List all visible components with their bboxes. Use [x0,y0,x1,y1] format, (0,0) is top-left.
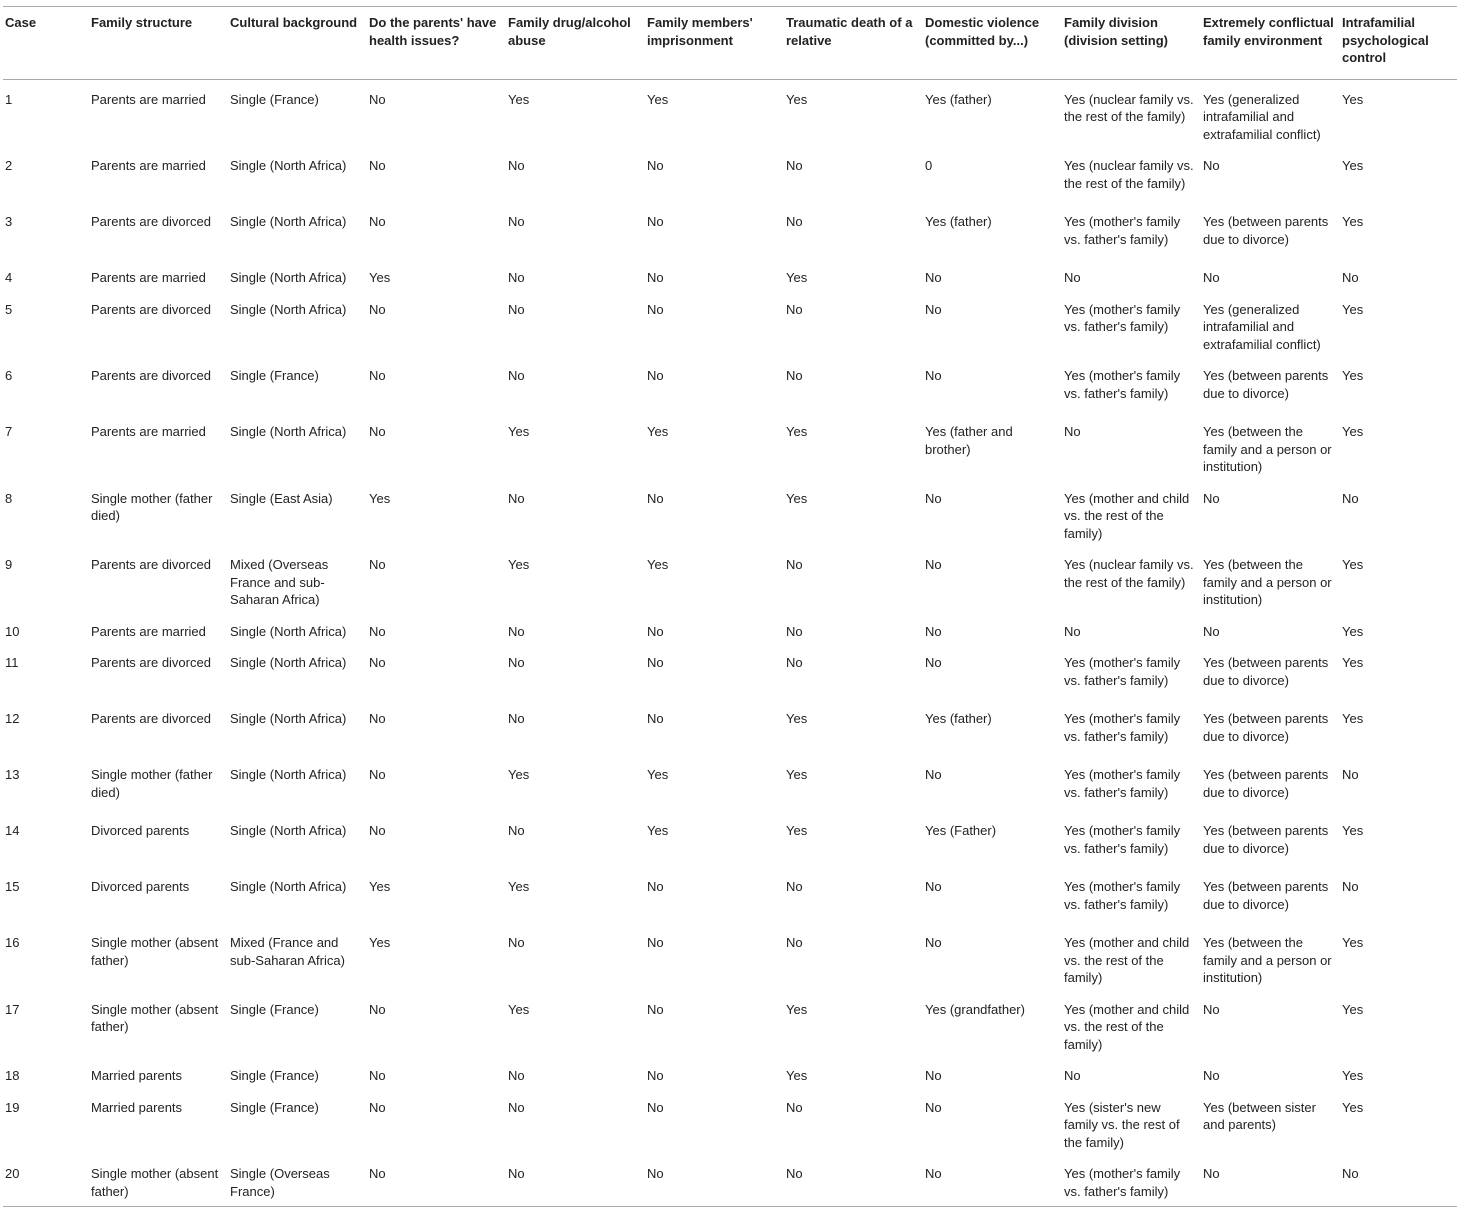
cell-case: 19 [5,1099,20,1115]
header-row [3,7,1457,80]
cell-parents-health: No [369,91,386,107]
cell-case: 20 [3,1154,89,1207]
cell-parents-health: No [367,1154,506,1207]
cell-cultural-background: Single (North Africa) [230,623,347,639]
cell-parents-health: Yes [369,490,391,506]
cell-conflictual-environment: No [1203,623,1220,639]
cell-imprisonment: No [647,935,664,950]
cell-family-structure: Married parents [91,1099,183,1115]
cell-cultural-background: Single (North Africa) [230,767,347,782]
cell-imprisonment: No [647,490,664,506]
table-body [3,79,1457,1207]
cell-family-structure: Single mother (father died) [91,490,213,523]
cell-imprisonment: Yes [647,767,669,782]
cell-psychological-control: Yes [1342,1001,1364,1017]
cell-cultural-background: Single (North Africa) [230,214,347,229]
cell-parents-health: No [369,711,386,726]
cell-imprisonment: No [647,711,664,726]
cell-conflictual-environment: Yes (between parents due to divorce) [1203,879,1329,912]
cell-domestic-violence: No [925,879,942,894]
cell-psychological-control: No [1342,490,1359,506]
cell-family-division: No [1064,623,1081,639]
cell-cultural-background: Single (France) [230,91,319,107]
table-row [3,202,1457,258]
table-row [3,1154,1457,1207]
cell-domestic-violence: No [925,557,942,572]
cell-family-division: Yes (mother's family vs. father's family) [1064,214,1181,247]
table-row [3,612,1457,644]
cell-parents-health: No [369,1001,386,1017]
cell-case: 6 [5,368,13,383]
cell-case: 16 [5,935,20,950]
table-row [3,1088,1457,1155]
cell-drug-alcohol: No [508,301,525,317]
cell-traumatic-death: No [786,655,803,670]
cell-traumatic-death: No [786,879,803,894]
cell-imprisonment: No [647,158,664,173]
cell-psychological-control: No [1342,767,1359,782]
cell-family-division: Yes (mother and child vs. the rest of the family) [1064,1001,1190,1052]
cell-domestic-violence: No [925,655,942,670]
cell-traumatic-death: Yes [786,711,808,726]
cell-family-division: Yes (mother and child vs. the rest of the family) [1064,490,1190,541]
cell-case: 10 [5,623,20,639]
cell-traumatic-death: Yes [786,1001,808,1017]
table-header [3,7,1457,80]
cell-drug-alcohol: Yes [508,424,530,439]
cell-cultural-background: Single (France) [230,368,319,383]
cell-family-structure: Divorced parents [91,879,190,894]
cell-imprisonment: No [647,1068,664,1083]
cell-drug-alcohol: No [508,823,525,838]
table-row [3,79,1457,146]
table-row [3,290,1457,357]
cell-cultural-background: Single (North Africa) [230,158,347,173]
cell-family-division: Yes (mother's family vs. father's family) [1064,711,1181,744]
cell-cultural-background: Mixed (France and sub-Saharan Africa) [230,935,345,968]
cell-drug-alcohol: Yes [508,91,530,107]
cell-family-structure: Parents are divorced [91,557,211,572]
cell-cultural-background: Single (North Africa) [230,424,347,439]
cell-conflictual-environment: Yes (between the family and a person or institution) [1203,424,1332,474]
header-family-division: Family division (division setting) [1062,7,1201,80]
cell-imprisonment: No [647,368,664,383]
cell-conflictual-environment: No [1203,1001,1220,1017]
cell-parents-health: Yes [369,935,391,950]
cell-psychological-control: No [1342,270,1359,285]
cell-family-structure: Parents are married [91,270,206,285]
cell-imprisonment: No [647,623,664,639]
cell-psychological-control: Yes [1342,158,1364,173]
cell-traumatic-death: No [786,368,803,383]
cell-family-division: Yes (nuclear family vs. the rest of the family) [1064,91,1194,124]
cell-cultural-background: Single (North Africa) [230,270,347,285]
cell-cultural-background: Single (North Africa) [230,301,347,317]
header-imprisonment: Family members' imprisonment [645,7,784,80]
cell-psychological-control: Yes [1342,711,1364,726]
cell-conflictual-environment: No [1201,1154,1340,1207]
cell-parents-health: No [369,1099,386,1115]
table-row [3,755,1457,811]
cell-drug-alcohol: Yes [508,767,530,782]
table-row [3,412,1457,479]
cell-family-structure: Parents are divorced [91,711,211,726]
table-row [3,545,1457,612]
cell-case: 17 [5,1001,20,1017]
table-row [3,1056,1457,1088]
cell-case: 4 [5,270,13,285]
cell-traumatic-death: No [786,935,803,950]
cell-parents-health: No [369,301,386,317]
cell-cultural-background: Single (North Africa) [230,655,347,670]
cell-drug-alcohol: No [508,711,525,726]
cell-case: 1 [5,91,13,107]
cell-cultural-background: Single (France) [230,1001,319,1017]
cell-imprisonment: No [647,879,664,894]
cell-cultural-background: Single (Overseas France) [228,1154,367,1207]
cell-parents-health: No [369,424,386,439]
cell-cultural-background: Single (North Africa) [230,823,347,838]
cell-conflictual-environment: Yes (between parents due to divorce) [1203,655,1329,688]
cell-psychological-control: Yes [1342,557,1364,572]
cell-case: 5 [5,301,13,317]
cell-psychological-control: Yes [1342,823,1364,838]
cell-family-structure: Parents are divorced [91,368,211,383]
cell-traumatic-death: No [786,158,803,173]
cell-family-division: Yes (mother and child vs. the rest of the family) [1064,935,1190,985]
cell-case: 18 [5,1068,20,1083]
cell-domestic-violence: No [923,1154,1062,1207]
cell-cultural-background: Single (France) [230,1068,319,1083]
header-case: Case [3,7,89,80]
cell-family-structure: Single mother (father died) [91,767,213,800]
cell-family-division: Yes (nuclear family vs. the rest of the family) [1064,158,1194,191]
cell-conflictual-environment: Yes (between parents due to divorce) [1203,711,1329,744]
table-row [3,356,1457,412]
cell-case: 7 [5,424,13,439]
cell-traumatic-death: No [786,1099,803,1115]
cell-traumatic-death: No [786,214,803,229]
cell-domestic-violence: No [925,1068,942,1083]
cell-drug-alcohol: No [508,1099,525,1115]
cell-family-structure: Married parents [91,1068,183,1083]
cell-traumatic-death: Yes [786,1068,808,1083]
cell-domestic-violence: Yes (grandfather) [925,1001,1025,1017]
cell-conflictual-environment: Yes (between sister and parents) [1203,1099,1316,1132]
cell-domestic-violence: No [925,270,942,285]
table-row [3,643,1457,699]
cell-domestic-violence: No [925,935,942,950]
cell-case: 12 [5,711,20,726]
cell-family-structure: Parents are married [91,91,206,107]
cell-imprisonment: No [647,301,664,317]
table-row [3,923,1457,990]
header-cultural-background: Cultural background [228,7,367,80]
cell-psychological-control: Yes [1342,935,1364,950]
cell-domestic-violence: Yes (father) [925,214,992,229]
cell-case: 9 [5,557,13,572]
cell-family-structure: Single mother (absent father) [91,935,219,968]
cell-case: 3 [5,214,13,229]
cell-family-division: Yes (sister's new family vs. the rest of the family) [1064,1099,1180,1150]
cell-parents-health: Yes [369,270,391,285]
cell-imprisonment: No [647,1099,664,1115]
cell-case: 2 [5,158,13,173]
cell-conflictual-environment: Yes (between parents due to divorce) [1203,214,1329,247]
cell-traumatic-death: Yes [786,490,808,506]
cell-family-division: Yes (mother's family vs. father's family) [1064,301,1181,334]
table-row [3,867,1457,923]
cell-psychological-control: Yes [1342,655,1364,670]
cell-traumatic-death: Yes [786,424,808,439]
cell-conflictual-environment: Yes (between the family and a person or institution) [1203,935,1332,985]
header-drug-alcohol: Family drug/alcohol abuse [506,7,645,80]
cell-drug-alcohol: Yes [508,557,530,572]
cell-family-structure: Single mother (absent father) [89,1154,228,1207]
cell-drug-alcohol: No [508,368,525,383]
table-row [3,811,1457,867]
cell-drug-alcohol: Yes [508,1001,530,1017]
cell-psychological-control: Yes [1342,91,1364,107]
cell-drug-alcohol: No [506,1154,645,1207]
cell-psychological-control: Yes [1342,1099,1364,1115]
cell-domestic-violence: 0 [925,158,933,173]
cell-family-division: Yes (mother's family vs. father's family) [1064,823,1181,856]
cell-traumatic-death: Yes [786,823,808,838]
cell-traumatic-death: No [786,557,803,572]
cell-family-division: No [1064,1068,1081,1083]
cell-conflictual-environment: Yes (generalized intrafamilial and extrafamilial conflict) [1203,91,1321,142]
cell-cultural-background: Single (North Africa) [230,711,347,726]
cell-traumatic-death: Yes [786,91,808,107]
cell-conflictual-environment: Yes (between parents due to divorce) [1203,368,1329,401]
cell-traumatic-death: No [786,301,803,317]
cell-parents-health: No [369,368,386,383]
cell-traumatic-death: Yes [786,270,808,285]
cell-family-division: Yes (mother's family vs. father's family) [1064,879,1181,912]
cell-parents-health: No [369,623,386,639]
cell-psychological-control: No [1340,1154,1457,1207]
cell-imprisonment: No [647,1001,664,1017]
cell-imprisonment: No [647,655,664,670]
cell-domestic-violence: Yes (father and brother) [925,424,1013,457]
cell-drug-alcohol: No [508,623,525,639]
cell-psychological-control: Yes [1342,424,1364,439]
cell-conflictual-environment: No [1203,270,1220,285]
cell-psychological-control: No [1342,879,1359,894]
cell-family-division: Yes (mother's family vs. father's family) [1062,1154,1201,1207]
header-psychological-control: Intrafamilial psychological control [1340,7,1457,80]
header-conflictual-environment: Extremely conflictual family environment [1201,7,1340,80]
cell-family-structure: Parents are married [91,158,206,173]
cell-family-structure: Single mother (absent father) [91,1001,219,1034]
header-traumatic-death: Traumatic death of a relative [784,7,923,80]
cell-parents-health: No [369,823,386,838]
cell-family-division: No [1064,424,1081,439]
cell-case: 8 [5,490,13,506]
cell-domestic-violence: Yes (father) [925,91,992,107]
cell-family-structure: Divorced parents [91,823,190,838]
cell-cultural-background: Single (East Asia) [230,490,333,506]
cell-cultural-background: Single (North Africa) [230,879,347,894]
table-row [3,146,1457,202]
cell-conflictual-environment: No [1203,490,1220,506]
table-row [3,258,1457,290]
cell-parents-health: No [369,1068,386,1083]
cell-family-division: Yes (mother's family vs. father's family) [1064,767,1181,800]
cell-parents-health: No [369,655,386,670]
cell-family-structure: Parents are married [91,623,206,639]
cell-traumatic-death: No [784,1154,923,1207]
cell-drug-alcohol: No [508,214,525,229]
cell-family-division: Yes (mother's family vs. father's family) [1064,655,1181,688]
cell-imprisonment: Yes [647,424,669,439]
cell-psychological-control: Yes [1342,214,1364,229]
cell-drug-alcohol: No [508,158,525,173]
cell-conflictual-environment: Yes (generalized intrafamilial and extrafamilial conflict) [1203,301,1321,352]
cell-drug-alcohol: Yes [508,879,530,894]
cell-drug-alcohol: No [508,270,525,285]
cell-case: 11 [5,655,19,670]
table-row [3,990,1457,1057]
data-table [3,6,1457,1207]
cell-domestic-violence: No [925,368,942,383]
cell-case: 13 [5,767,20,782]
cell-conflictual-environment: Yes (between parents due to divorce) [1203,823,1329,856]
cell-drug-alcohol: No [508,655,525,670]
cell-domestic-violence: Yes (father) [925,711,992,726]
cell-drug-alcohol: No [508,935,525,950]
cell-family-structure: Parents are married [91,424,206,439]
cell-parents-health: No [369,158,386,173]
cell-parents-health: No [369,214,386,229]
cell-family-structure: Parents are divorced [91,655,211,670]
cell-conflictual-environment: Yes (between parents due to divorce) [1203,767,1329,800]
cell-cultural-background: Mixed (Overseas France and sub-Saharan Africa) [230,557,329,607]
header-domestic-violence: Domestic violence (committed by...) [923,7,1062,80]
cell-family-division: No [1064,270,1081,285]
cell-domestic-violence: No [925,301,942,317]
cell-family-structure: Parents are divorced [91,301,211,317]
cell-conflictual-environment: No [1203,158,1220,173]
cell-family-division: Yes (mother's family vs. father's family) [1064,368,1181,401]
cell-drug-alcohol: No [508,1068,525,1083]
cell-domestic-violence: Yes (Father) [925,823,997,838]
cell-domestic-violence: No [925,767,942,782]
cell-imprisonment: Yes [647,557,669,572]
cell-family-structure: Parents are divorced [91,214,211,229]
cell-cultural-background: Single (France) [230,1099,319,1115]
cell-conflictual-environment: No [1203,1068,1220,1083]
cell-case: 14 [5,823,20,838]
cell-drug-alcohol: No [508,490,525,506]
cell-domestic-violence: No [925,1099,942,1115]
header-family-structure: Family structure [89,7,228,80]
cell-case: 15 [5,879,20,894]
cell-parents-health: No [369,557,386,572]
cell-domestic-violence: No [925,490,942,506]
cell-traumatic-death: No [786,623,803,639]
cell-family-division: Yes (nuclear family vs. the rest of the family) [1064,557,1194,590]
cell-conflictual-environment: Yes (between the family and a person or institution) [1203,557,1332,607]
cell-imprisonment: No [647,214,664,229]
cell-psychological-control: Yes [1342,301,1364,317]
cell-parents-health: No [369,767,386,782]
cell-imprisonment: Yes [647,823,669,838]
table-row [3,699,1457,755]
table-row [3,479,1457,546]
cell-traumatic-death: Yes [786,767,808,782]
cell-imprisonment: No [645,1154,784,1207]
cell-psychological-control: Yes [1342,1068,1364,1083]
cell-psychological-control: Yes [1342,623,1364,639]
header-parents-health: Do the parents' have health issues? [367,7,506,80]
cell-parents-health: Yes [369,879,391,894]
cell-psychological-control: Yes [1342,368,1364,383]
cell-domestic-violence: No [925,623,942,639]
cell-imprisonment: No [647,270,664,285]
cell-imprisonment: Yes [647,91,669,107]
